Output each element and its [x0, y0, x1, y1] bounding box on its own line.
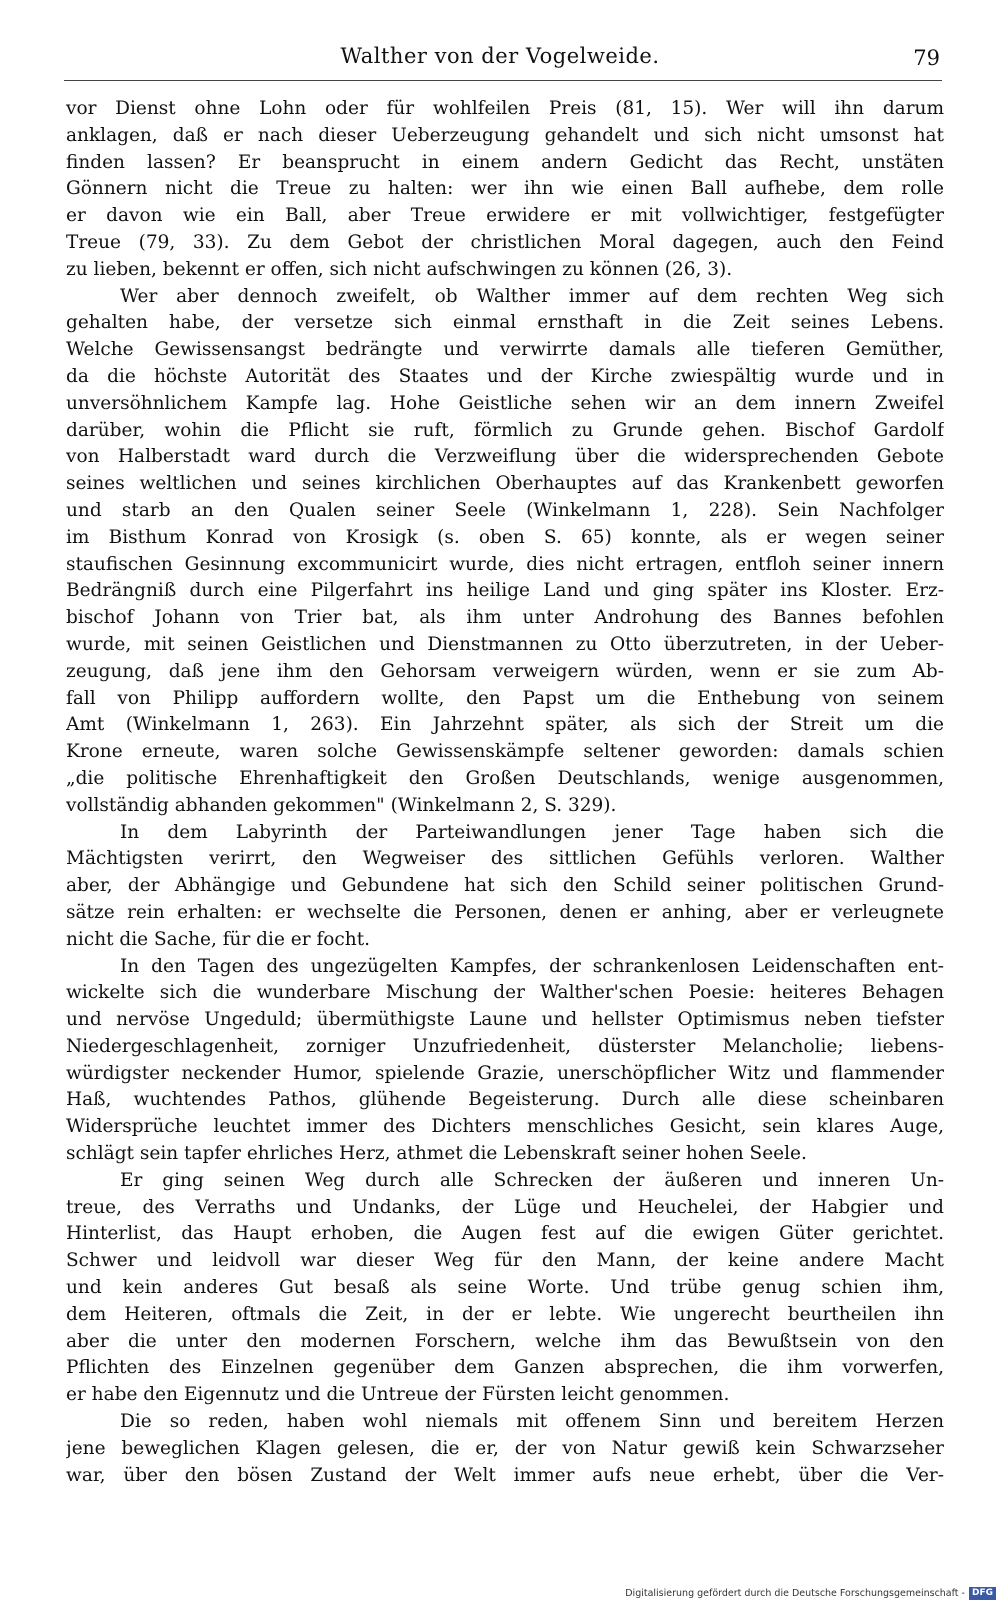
- running-title: Walther von der Vogelweide.: [340, 44, 660, 68]
- text-line: vor Dienst ohne Lohn oder für wohlfeilen Preis (81, 15). Wer will ihn darum: [66, 98, 944, 119]
- text-line: staufischen Gesinnung excommunicirt wurde, dies nicht ertragen, entfloh seiner innern: [66, 553, 944, 575]
- text-line: war, über den bösen Zustand der Welt immer aufs neue erhebt, über die Ver-: [66, 1464, 944, 1486]
- text-line: im Bisthum Konrad von Krosigk (s. oben S. 65) konnte, als er wegen seiner: [66, 526, 944, 548]
- text-line: er habe den Eigennutz und die Untreue der Fürsten leicht genommen.: [66, 1384, 730, 1406]
- digitization-footer: [625, 1587, 996, 1600]
- text-line: und starb an den Qualen seiner Seele (Winkelmann 1, 228). Sein Nachfolger: [66, 499, 944, 521]
- text-line: aber die unter den modernen Forschern, welche ihm das Bewußtsein von den: [66, 1330, 944, 1352]
- paragraph-first-line: Wer aber dennoch zweifelt, ob Walther immer auf dem rechten Weg sich: [120, 285, 944, 307]
- page-number: 79: [913, 46, 940, 70]
- text-line: sätze rein erhalten: er wechselte die Personen, denen er anhing, aber er verleugnete: [66, 901, 944, 923]
- text-line: er davon wie ein Ball, aber Treue erwidere er mit vollwichtiger, festgefügter: [66, 205, 944, 227]
- text-line: da die höchste Autorität des Staates und der Kirche zwiespältig wurde und in: [66, 365, 944, 387]
- text-line: Gönnern nicht die Treue zu halten: wer ihn wie einen Ball aufhebe, dem rolle: [66, 178, 944, 200]
- text-line: Pflichten des Einzelnen gegenüber dem Ganzen absprechen, die ihm vorwerfen,: [66, 1357, 944, 1379]
- text-line: zeugung, daß jene ihm den Gehorsam verweigern würden, wenn er sie zum Ab-: [66, 660, 944, 682]
- text-line: würdigster neckender Humor, spielende Grazie, unerschöpflicher Witz und flammender: [66, 1062, 944, 1084]
- text-line: wurde, mit seinen Geistlichen und Dienstmannen zu Otto überzutreten, in der Ueber-: [66, 633, 944, 655]
- text-line: Treue (79, 33). Zu dem Gebot der christlichen Moral dagegen, auch den Feind: [66, 231, 944, 253]
- text-line: gehalten habe, der versetze sich einmal ernsthaft in die Zeit seines Lebens.: [66, 312, 944, 334]
- text-line: bischof Johann von Trier bat, als ihm unter Androhung des Bannes befohlen: [66, 607, 944, 629]
- text-line: aber, der Abhängige und Gebundene hat sich den Schild seiner politischen Grund-: [66, 875, 944, 897]
- paragraph-first-line: Die so reden, haben wohl niemals mit offenem Sinn und bereitem Herzen: [120, 1411, 944, 1433]
- paragraph-first-line: Er ging seinen Weg durch alle Schrecken der äußeren und inneren Un-: [120, 1169, 944, 1191]
- text-line: fall von Philipp auffordern wollte, den Papst um die Enthebung von seinem: [66, 687, 944, 709]
- text-line: unversöhnlichem Kampfe lag. Hohe Geistliche sehen wir an dem innern Zweifel: [66, 392, 944, 414]
- text-line: Amt (Winkelmann 1, 263). Ein Jahrzehnt später, als sich der Streit um die: [66, 714, 944, 736]
- text-line: Niedergeschlagenheit, zorniger Unzufriedenheit, düsterster Melancholie; liebens-: [66, 1035, 944, 1057]
- text-line: und nervöse Ungeduld; übermüthigste Laune und hellster Optimismus neben tiefster: [66, 1009, 944, 1031]
- text-line: Bedrängniß durch eine Pilgerfahrt ins heilige Land und ging später ins Kloster. Erz-: [66, 580, 944, 602]
- text-line: anklagen, daß er nach dieser Ueberzeugung gehandelt und sich nicht umsonst hat: [66, 124, 944, 146]
- text-line: finden lassen? Er beansprucht in einem andern Gedicht das Recht, unstäten: [66, 151, 944, 173]
- text-line: nicht die Sache, für die er focht.: [66, 928, 371, 950]
- text-line: schlägt sein tapfer ehrliches Herz, athmet die Lebenskraft seiner hohen Seele.: [66, 1143, 807, 1165]
- text-line: wickelte sich die wunderbare Mischung der Walther'schen Poesie: heiteres Behagen: [66, 982, 944, 1004]
- text-line: darüber, wohin die Pflicht sie ruft, förmlich zu Grunde gehen. Bischof Gardolf: [66, 419, 944, 441]
- paragraph-first-line: In dem Labyrinth der Parteiwandlungen jener Tage haben sich die: [120, 821, 944, 843]
- header-rule: [64, 80, 942, 81]
- text-line: von Halberstadt ward durch die Verzweiflung über die widersprechenden Gebote: [66, 446, 944, 468]
- text-line: zu lieben, bekennt er offen, sich nicht aufschwingen zu können (26, 3).: [66, 258, 733, 280]
- text-line: Krone erneute, waren solche Gewissenskämpfe seltener geworden: damals schien: [66, 741, 944, 763]
- body-text: [66, 96, 944, 1489]
- text-line: vollständig abhanden gekommen" (Winkelmann 2, S. 329).: [66, 794, 617, 816]
- text-line: treue, des Verraths und Undanks, der Lüge und Heuchelei, der Habgier und: [66, 1196, 944, 1218]
- text-line: jene beweglichen Klagen gelesen, die er, der von Natur gewiß kein Schwarzseher: [66, 1437, 944, 1459]
- text-line: „die politische Ehrenhaftigkeit den Großen Deutschlands, wenige ausgenommen,: [66, 767, 944, 789]
- text-line: Haß, wuchtendes Pathos, glühende Begeisterung. Durch alle diese scheinbaren: [66, 1089, 944, 1111]
- text-line: Welche Gewissensangst bedrängte und verwirrte damals alle tieferen Gemüther,: [66, 339, 944, 361]
- text-line: Widersprüche leuchtet immer des Dichters menschliches Gesicht, sein klares Auge,: [66, 1116, 944, 1138]
- text-line: Hinterlist, das Haupt erhoben, die Augen fest auf die ewigen Güter gerichtet.: [66, 1223, 944, 1245]
- text-line: dem Heiteren, oftmals die Zeit, in der er lebte. Wie ungerecht beurtheilen ihn: [66, 1303, 944, 1325]
- text-line: Mächtigsten verirrt, den Wegweiser des sittlichen Gefühls verloren. Walther: [66, 848, 944, 870]
- text-line: seines weltlichen und seines kirchlichen Oberhauptes auf das Krankenbett geworfen: [66, 473, 944, 495]
- dfg-logo: DFG: [969, 1587, 996, 1600]
- text-line: Schwer und leidvoll war dieser Weg für den Mann, der keine andere Macht: [66, 1250, 944, 1272]
- text-line: und kein anderes Gut besaß als seine Worte. Und trübe genug schien ihm,: [66, 1277, 944, 1299]
- paragraph-first-line: In den Tagen des ungezügelten Kampfes, der schrankenlosen Leidenschaften ent-: [120, 955, 944, 977]
- footer-credit: Digitalisierung gefördert durch die Deutsche Forschungsgemeinschaft -: [625, 1588, 965, 1599]
